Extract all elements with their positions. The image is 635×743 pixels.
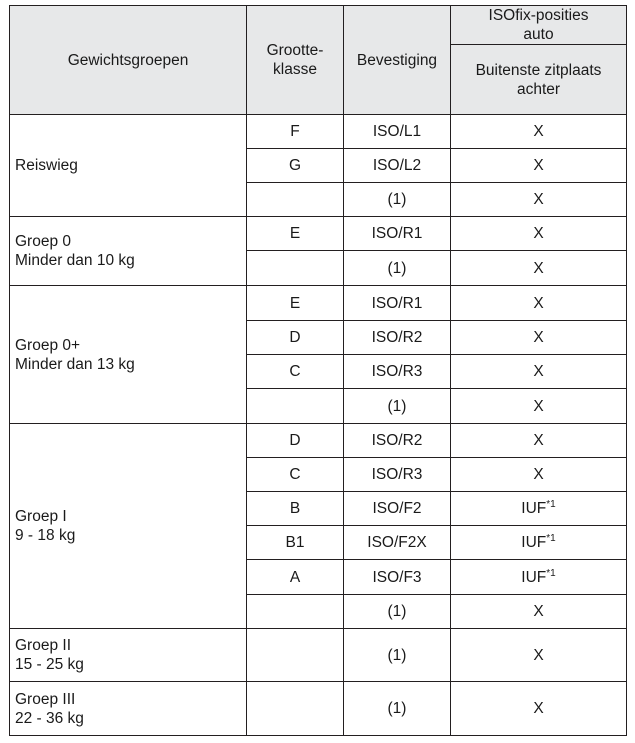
fixture-cell-text: ISO/R1 [371,294,423,312]
size-class-cell [247,492,344,526]
header-fixture: Bevestiging [344,6,451,115]
size-class-cell [247,183,344,217]
fixture-cell-text: (1) [387,259,407,277]
fixture-cell-text: ISO/R2 [371,432,423,449]
footnote-marker: *1 [546,567,556,579]
fixture-cell-text: ISO/L2 [372,157,422,174]
position-value-cell [451,389,627,424]
size-class-cell [247,682,344,736]
size-class-cell-text: E [289,294,301,312]
size-class-cell [247,595,344,629]
weight-group-cell [10,286,247,424]
position-value-cell [451,458,627,492]
position-value-cell-text: X [533,191,544,208]
header-outer-seat: Buitenste zitplaats achter [451,45,627,115]
position-value-cell [451,424,627,458]
fixture-cell [344,183,451,217]
isofix-table [9,5,627,736]
size-class-cell [247,458,344,492]
position-value-cell [451,682,627,736]
position-value-cell-text: X [533,397,544,415]
weight-group-line: 9 - 18 kg [15,527,76,544]
position-value-cell [451,595,627,629]
position-value-cell-text: X [533,259,544,277]
size-class-cell [247,560,344,595]
weight-group-cell [10,682,247,736]
fixture-cell-text: (1) [387,397,407,415]
size-class-cell [247,115,344,149]
weight-group-cell [10,115,247,217]
fixture-cell [344,526,451,560]
fixture-cell [344,682,451,736]
position-value-cell [451,149,627,183]
table-row [10,217,627,251]
footnote-marker: *1 [546,533,556,544]
header-weight-groups: Gewichtsgroepen [10,6,247,115]
fixture-cell [344,149,451,183]
fixture-cell-text: (1) [387,603,407,620]
position-value-cell-text: X [533,646,544,664]
table-row [10,115,627,149]
header-size-class: Grootte- klasse [247,6,344,115]
weight-group-line: 22 - 36 kg [15,709,84,727]
size-class-cell [247,286,344,321]
fixture-cell-text: ISO/F2 [372,500,422,517]
fixture-cell [344,217,451,251]
fixture-cell-text: ISO/L1 [372,123,422,140]
position-value-cell [451,629,627,682]
fixture-cell [344,458,451,492]
weight-group-cell [10,629,247,682]
position-value-cell [451,355,627,389]
size-class-cell-text: B1 [285,534,305,551]
position-value-cell-text: X [533,329,544,346]
size-class-cell-text: F [290,123,300,140]
size-class-cell [247,149,344,183]
size-class-cell [247,217,344,251]
fixture-cell [344,424,451,458]
fixture-cell [344,595,451,629]
fixture-cell-text: ISO/R2 [371,329,423,346]
size-class-cell [247,629,344,682]
weight-group-cell [10,217,247,286]
position-value-cell-text: X [533,123,544,140]
size-class-cell [247,251,344,286]
size-class-cell [247,321,344,355]
weight-group-cell [10,424,247,629]
position-value-cell-text: IUF [521,500,547,517]
fixture-cell [344,321,451,355]
footnote-marker: *1 [546,499,556,510]
position-value-cell [451,286,627,321]
weight-group-line: 15 - 25 kg [15,656,84,673]
size-class-cell [247,424,344,458]
position-value-cell [451,183,627,217]
fixture-cell [344,560,451,595]
fixture-cell-text: ISO/R3 [371,466,423,483]
position-value-cell [451,560,627,595]
weight-group-line: Groep III [15,690,76,708]
size-class-cell-text: E [289,225,301,242]
fixture-cell [344,251,451,286]
position-value-cell [451,321,627,355]
weight-group-line: Minder dan 10 kg [15,252,135,269]
position-value-cell [451,115,627,149]
size-class-cell-text: C [289,466,301,483]
fixture-cell [344,286,451,321]
position-value-cell-text: X [533,363,544,380]
fixture-cell-text: (1) [387,700,407,717]
fixture-cell-text: ISO/F3 [372,568,422,586]
weight-group-line: Groep I [15,508,67,525]
size-class-cell-text: B [289,500,301,517]
fixture-cell [344,629,451,682]
position-value-cell [451,217,627,251]
position-value-cell-text: X [533,466,544,483]
position-value-cell-text: X [533,294,544,312]
weight-group-line: Groep 0 [15,233,72,250]
position-value-cell-text: X [533,225,544,242]
table-row [10,424,627,458]
position-value-cell [451,526,627,560]
position-value-cell-text: IUF [521,534,547,551]
position-value-cell-text: IUF [521,568,547,586]
weight-group-line: Groep 0+ [15,336,81,354]
table-row [10,286,627,321]
fixture-cell [344,492,451,526]
position-value-cell-text: X [533,157,544,174]
fixture-cell-text: ISO/R1 [371,225,423,242]
fixture-cell-text: ISO/R3 [371,363,423,380]
size-class-cell [247,526,344,560]
position-value-cell-text: X [533,432,544,449]
fixture-cell-text: (1) [387,191,407,208]
position-value-cell [451,492,627,526]
size-class-cell-text: C [289,363,301,380]
weight-group-line: Minder dan 13 kg [15,355,135,373]
size-class-cell-text: G [288,157,302,174]
size-class-cell-text: A [289,568,301,586]
fixture-cell-text: ISO/F2X [367,534,427,551]
position-value-cell [451,251,627,286]
weight-group-line: Reiswieg [15,157,78,174]
table-row [10,682,627,736]
size-class-cell-text: D [289,329,301,346]
fixture-cell [344,115,451,149]
size-class-cell [247,389,344,424]
weight-group-line: Groep II [15,637,71,654]
table-row [10,629,627,682]
header-isofix-positions: ISOfix-posities auto [451,6,627,45]
fixture-cell [344,389,451,424]
size-class-cell-text: D [289,432,301,449]
size-class-cell [247,355,344,389]
fixture-cell-text: (1) [387,646,407,664]
position-value-cell-text: X [533,603,544,620]
position-value-cell-text: X [533,700,544,717]
fixture-cell [344,355,451,389]
